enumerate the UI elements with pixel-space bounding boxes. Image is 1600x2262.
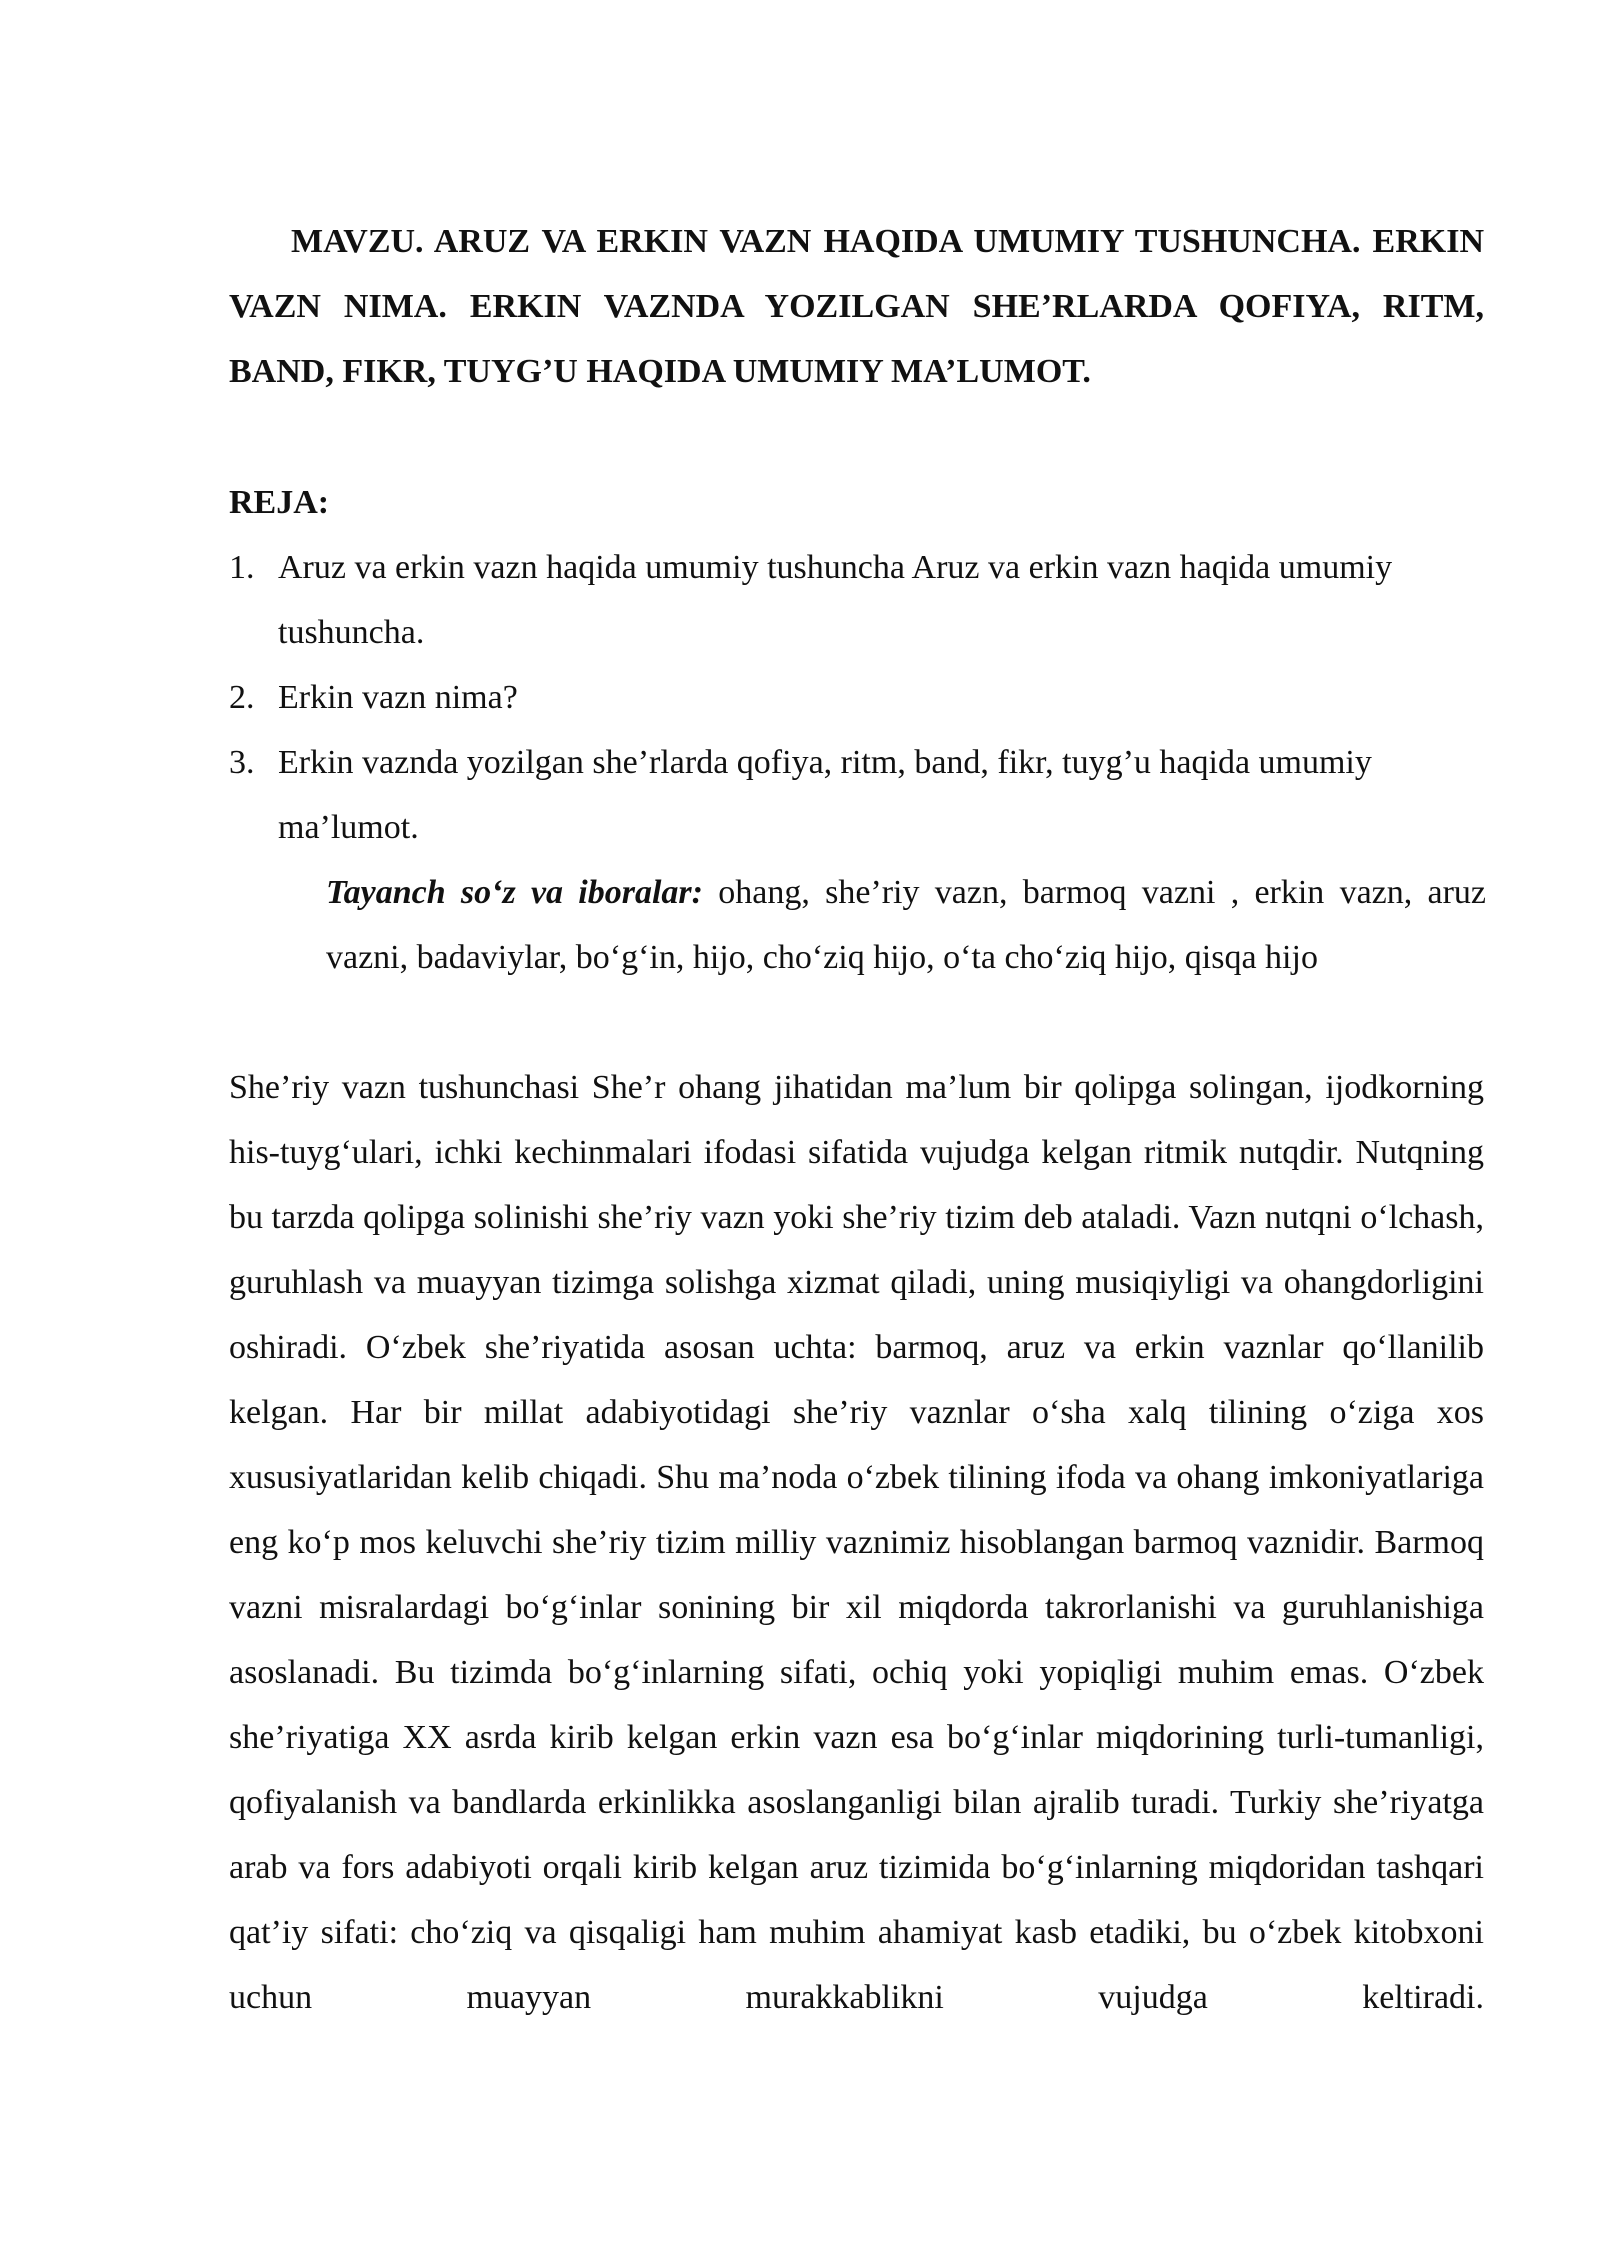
plan-list <box>229 535 1519 860</box>
plan-item <box>229 730 1519 860</box>
plan-item-number: 3. <box>229 744 255 781</box>
plan-item-number: 2. <box>229 679 255 716</box>
plan-item <box>229 665 1519 730</box>
plan-item-text: Erkin vazn nima? <box>278 679 518 716</box>
plan-heading: REJA: <box>229 484 330 521</box>
document-title: MAVZU. ARUZ VA ERKIN VAZN HAQIDA UMUMIY TUSHUNCHA. ERKIN VAZN NIMA. ERKIN VAZNDA YOZILGAN SHE’RLARDA QOFIYA, RITM, BAND, FIKR, TUYG’U HAQIDA UMUMIY MA’LUMOT. <box>229 223 1484 390</box>
keywords-label: Tayanch so‘z va iboralar: <box>326 874 703 911</box>
body-paragraph: She’riy vazn tushunchasi She’r ohang jihatidan ma’lum bir qolipga solingan, ijodkorning his-tuyg‘ulari, ichki kechinmalari ifodasi sifatida vujudga kelgan ritmik nutqdir. Nutqning bu tarzda qolipga solinishi she’riy vazn yoki she’riy tizim deb ataladi. Vazn nutqni o‘lchash, guruhlash va muayyan tizimga solishga xizmat qiladi, uning musiqiyligi va ohangdorligini oshiradi. O‘zbek she’riyatida asosan uchta: barmoq, aruz va erkin vaznlar qo‘llanilib kelgan. Har bir millat adabiyotidagi she’riy vaznlar o‘sha xalq tilining o‘ziga xos xususiyatlaridan kelib chiqadi. Shu ma’noda o‘zbek tilining ifoda va ohang imkoniyatlariga eng ko‘p mos keluvchi she’riy tizim milliy vaznimiz hisoblangan barmoq vaznidir. Barmoq vazni misralardagi bo‘g‘inlar sonining bir xil miqdorda takrorlanishi va guruhlanishiga asoslanadi. Bu tizimda bo‘g‘inlarning sifati, ochiq yoki yopiqligi muhim emas. O‘zbek she’riyatiga XX asrda kirib kelgan erkin vazn esa bo‘g‘inlar miqdorining turli-tumanligi, qofiyalanish va bandlarda erkinlikka asoslanganligi bilan ajralib turadi. Turkiy she’riyatga arab va fors adabiyoti orqali kirib kelgan aruz tizimida bo‘g‘inlarning miqdoridan tashqari qat’iy sifati: cho‘ziq va qisqaligi ham muhim ahamiyat kasb etadiki, bu o‘zbek kitobxoni uchun muayyan murakkablikni vujudga keltiradi. <box>229 1069 1484 2016</box>
plan-item-text: Erkin vaznda yozilgan she’rlarda qofiya, ritm, band, fikr, tuyg’u haqida umumiy ma’lumot. <box>278 744 1372 846</box>
plan-item <box>229 535 1519 665</box>
keywords-text: ohang, she’riy vazn, barmoq vazni , erkin vazn, aruz vazni, badaviylar, bo‘g‘in, hijo, cho‘ziq hijo, o‘ta cho‘ziq hijo, qisqa hijo <box>326 874 1487 976</box>
plan-item-text: Aruz va erkin vazn haqida umumiy tushuncha Aruz va erkin vazn haqida umumiy tushuncha. <box>278 549 1393 651</box>
plan-item-number: 1. <box>229 549 255 586</box>
keywords-block <box>326 860 1486 990</box>
